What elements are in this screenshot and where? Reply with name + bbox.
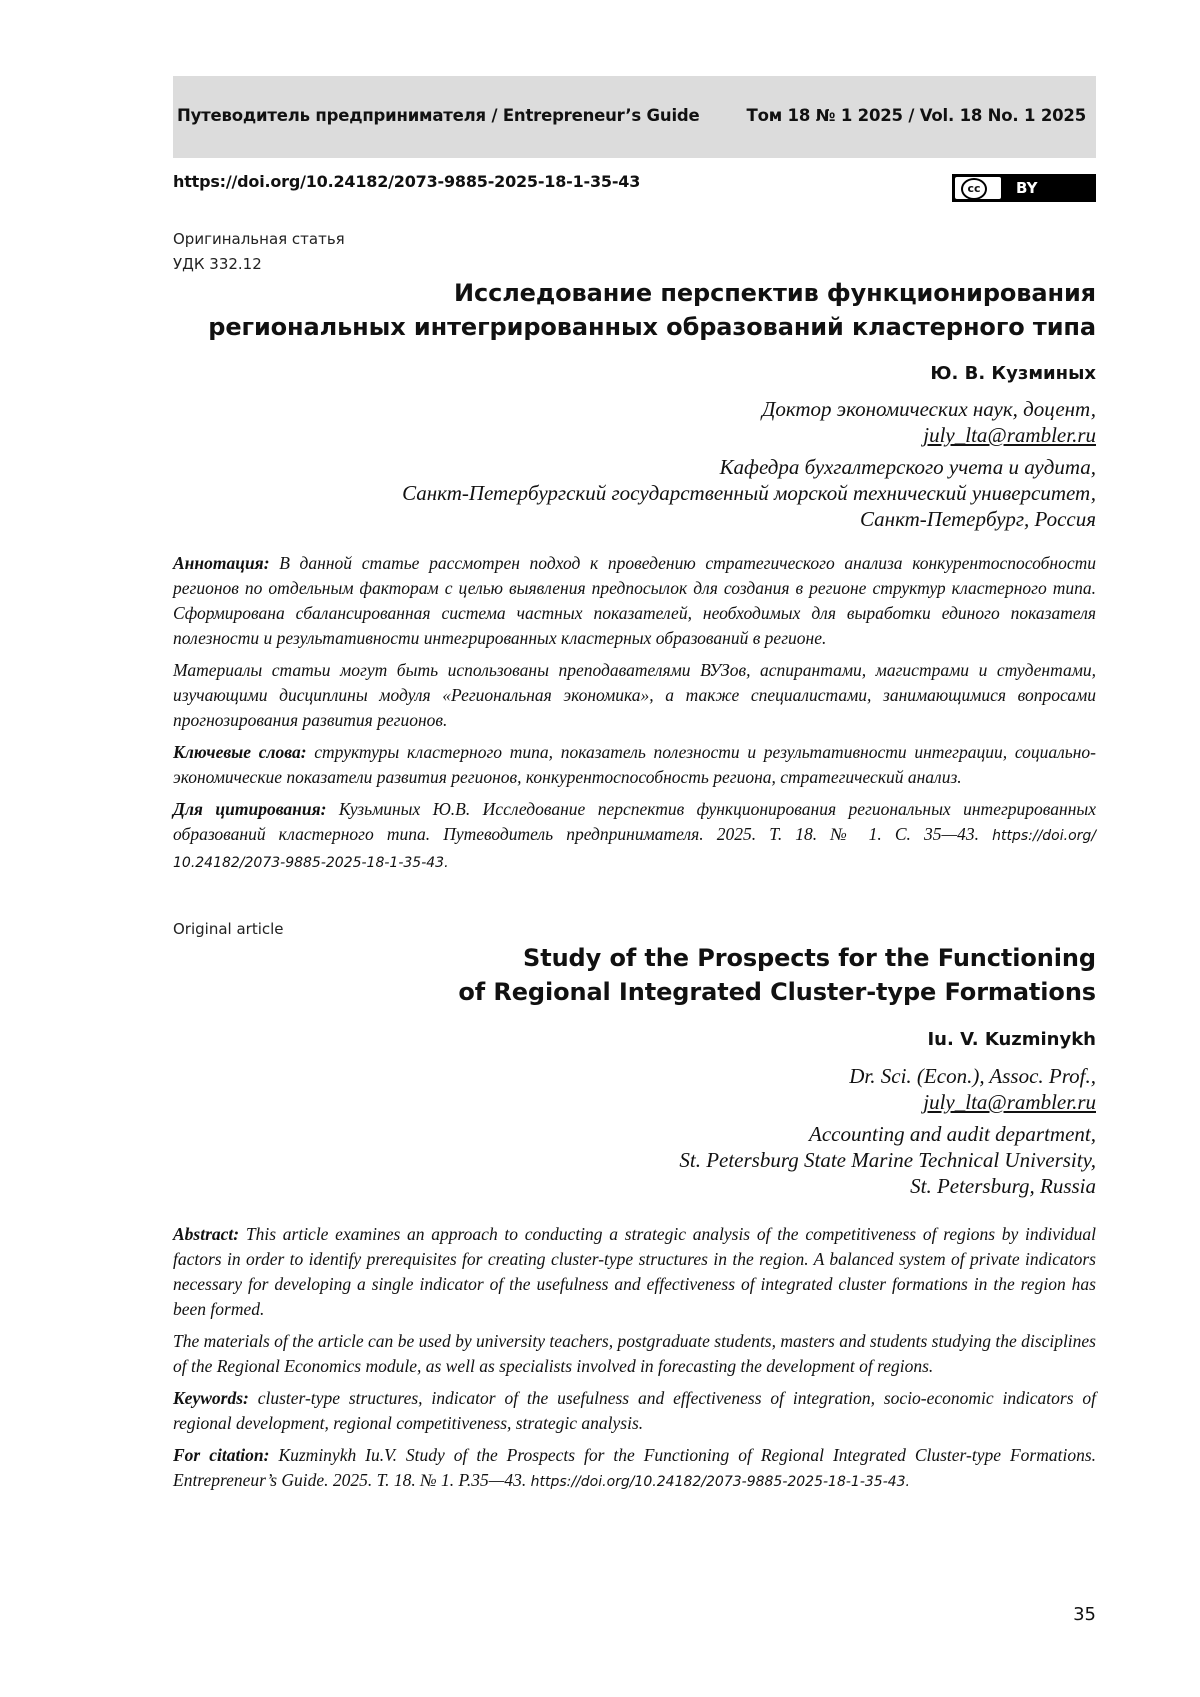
article-type-en: Original article [173, 920, 284, 938]
abstract-block-ru [173, 551, 1096, 883]
materials-note-en: The materials of the article can be used by university teachers, postgraduate students, masters and students studying the disciplines of the Regional Economics module, as well as specialists involved in forecasting the development of regions. [173, 1331, 1096, 1376]
abstract-block-en [173, 1222, 1096, 1502]
page-number: 35 [1073, 1604, 1096, 1625]
keywords-ru: Ключевые слова: структуры кластерного типа, показатель полезности и результативности интеграции, социально-экономические показатели развития регионов, конкурентоспособность региона, стратегический анализ. [173, 742, 1097, 787]
author-degree-en: Dr. Sci. (Econ.), Assoc. Prof., [849, 1064, 1096, 1088]
citation-en: For citation: Kuzminykh Iu.V. Study of the Prospects for the Functioning of Regional Integrated Cluster-type Formations. Entrepreneur’s Guide. 2025. T. 18. № 1. P.35—43. https://doi.org/10.24182/2073-9885-2025-18-1-35-43. [173, 1445, 1097, 1490]
article-doi-link[interactable]: https://doi.org/10.24182/2073-9885-2025-18-1-35-43 [173, 172, 641, 191]
author-degree-ru: Доктор экономических наук, доцент, [761, 397, 1096, 421]
abstract-ru: Аннотация: В данной статье рассмотрен подход к проведению стратегического анализа конкурентоспособности регионов по отдельным факторам с целью выявления предпосылок для создания в регионе структур кластерного типа. Сформирована сбалансированная система частных показателей, необходимых для выработки единого показателя полезности и результативности интегрированных кластерных образований в регионе. [173, 553, 1096, 648]
creative-commons-icon: cc [955, 177, 1001, 199]
title-en: Study of the Prospects for the Functioning of Regional Integrated Cluster-type Formations [458, 944, 1096, 1006]
cc-by-license-badge[interactable] [952, 174, 1096, 202]
affiliation-university-en: St. Petersburg State Marine Technical University, [679, 1148, 1096, 1172]
license-label: BY [1016, 179, 1038, 197]
title-ru: Исследование перспектив функционирования региональных интегрированных образований кластерного типа [208, 279, 1096, 341]
affiliation-city-ru: Санкт-Петербург, Россия [860, 507, 1096, 531]
citation-doi-link-en[interactable]: https://doi.org/10.24182/2073-9885-2025-18-1-35-43. [530, 1474, 911, 1490]
udc-code: УДК 332.12 [173, 255, 262, 273]
author-name-ru: Ю. В. Кузминых [930, 363, 1096, 384]
abstract-en: Abstract: This article examines an approach to conducting a strategic analysis of the competitiveness of regions by individual factors in order to identify prerequisites for creating cluster-type structures in the region. A balanced system of private indicators necessary for developing a single indicator of the usefulness and effectiveness of integrated cluster formations in the region has been formed. [173, 1224, 1097, 1319]
affiliation-dept-en: Accounting and audit department, [809, 1122, 1096, 1146]
author-details-en [679, 1063, 1096, 1199]
author-email-en[interactable]: july_lta@rambler.ru [923, 1090, 1096, 1114]
running-header [173, 76, 1096, 158]
affiliation-university-ru: Санкт-Петербургский государственный морской технический университет, [402, 481, 1096, 505]
journal-name: Путеводитель предпринимателя / Entrepreneur’s Guide [177, 106, 700, 125]
article-type-ru: Оригинальная статья [173, 230, 345, 248]
issue-info: Том 18 № 1 2025 / Vol. 18 No. 1 2025 [746, 106, 1086, 125]
author-details-ru [402, 396, 1096, 532]
citation-ru: Для цитирования: Кузьминых Ю.В. Исследование перспектив функционирования региональных интегрированных образований кластерного типа. Путеводитель предпринимателя. 2025. Т. 18. № 1. С. 35—43. https://doi.org/ 10.24182/2073-9885-2025-18-1-35-43. [173, 799, 1097, 871]
affiliation-city-en: St. Petersburg, Russia [910, 1174, 1096, 1198]
citation-doi-link-ru[interactable]: https://doi.org/ 10.24182/2073-9885-2025-18-1-35-43. [173, 828, 1097, 871]
author-email-ru[interactable]: july_lta@rambler.ru [923, 423, 1096, 447]
keywords-en: Keywords: cluster-type structures, indicator of the usefulness and effectiveness of integration, socio-economic indicators of regional development, regional competitiveness, strategic analysis. [173, 1388, 1097, 1433]
author-name-en: Iu. V. Kuzminykh [927, 1029, 1096, 1050]
affiliation-dept-ru: Кафедра бухгалтерского учета и аудита, [719, 455, 1096, 479]
materials-note-ru: Материалы статьи могут быть использованы преподавателями ВУЗов, аспирантами, магистрами и студентами, изучающими дисциплины модуля «Региональная экономика», а также специалистами, занимающимися вопросами прогнозирования развития регионов. [173, 660, 1096, 730]
